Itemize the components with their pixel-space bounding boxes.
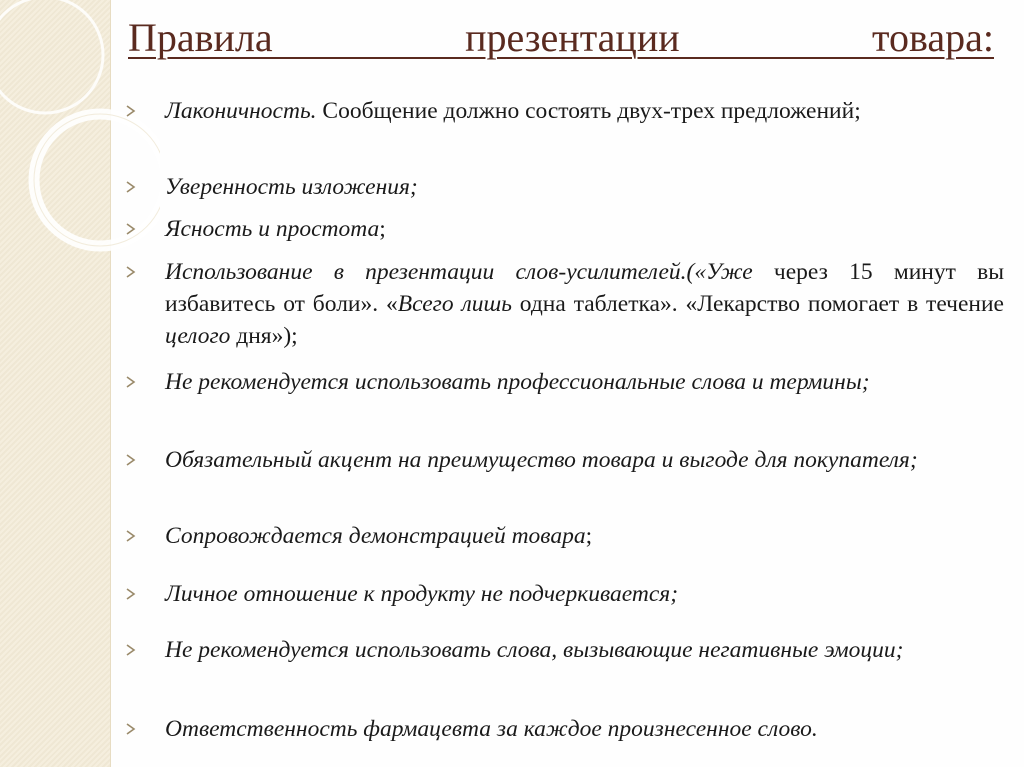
chevron-bullet-icon <box>124 722 138 736</box>
list-item <box>124 444 1004 476</box>
chevron-bullet-icon <box>124 222 138 236</box>
list-item <box>124 213 1004 245</box>
list-item <box>124 520 1004 552</box>
item-text: Сопровождается демонстрацией товара; <box>165 523 593 549</box>
item-text: Ответственность фармацевта за каждое произнесенное слово. <box>165 716 818 742</box>
chevron-bullet-icon <box>124 265 138 279</box>
list-item <box>124 578 1004 610</box>
item-text: Не рекомендуется использовать профессиональные слова и термины; <box>165 369 870 395</box>
chevron-bullet-icon <box>124 375 138 389</box>
chevron-bullet-icon <box>124 104 138 118</box>
chevron-bullet-icon <box>124 180 138 194</box>
item-text: Уверенность изложения; <box>165 174 418 200</box>
chevron-bullet-icon <box>124 453 138 467</box>
slide-title: Правила презентации товара: <box>128 15 994 60</box>
chevron-bullet-icon <box>124 529 138 543</box>
item-text: Ясность и простота; <box>165 216 386 242</box>
chevron-bullet-icon <box>124 587 138 601</box>
item-text: Личное отношение к продукту не подчеркивается; <box>165 581 679 607</box>
list-item <box>124 95 1004 127</box>
list-item <box>124 171 1004 203</box>
list-item <box>124 713 1004 745</box>
list-item <box>124 366 1004 398</box>
item-text: Использование в презентации слов-усилителей.(«Уже через 15 минут вы избавитесь от боли». «Всего лишь одна таблетка». «Лекарство помогает в течение целого дня»); <box>165 259 1004 349</box>
item-text: Лаконичность. Сообщение должно состоять двух-трех предложений; <box>165 98 861 124</box>
chevron-bullet-icon <box>124 643 138 657</box>
list-item <box>124 256 1004 352</box>
item-text: Обязательный акцент на преимущество товара и выгоде для покупателя; <box>165 447 918 473</box>
item-text: Не рекомендуется использовать слова, вызывающие негативные эмоции; <box>165 637 904 663</box>
list-item <box>124 634 1004 666</box>
